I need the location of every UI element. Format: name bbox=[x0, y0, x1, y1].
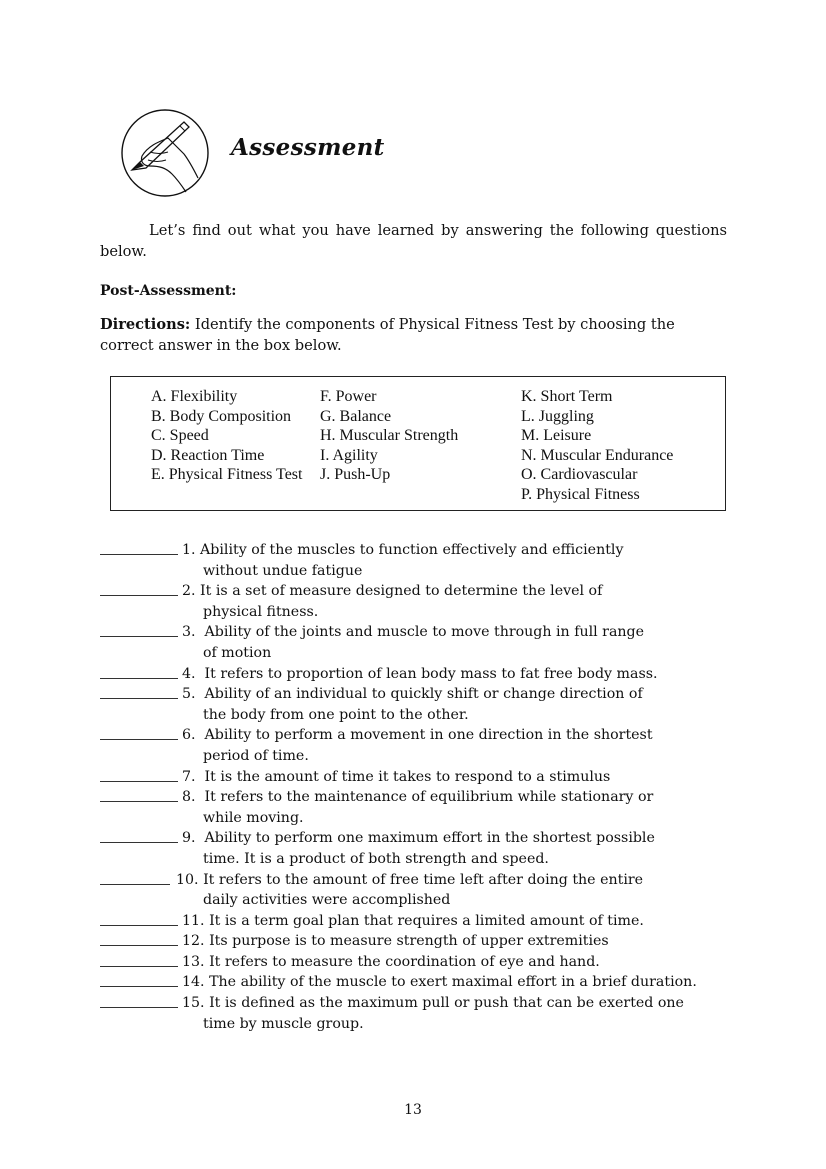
choice-item: D. Reaction Time bbox=[151, 446, 265, 464]
question-text: 8. It refers to the maintenance of equilibrium while stationary or bbox=[182, 789, 654, 806]
choice-item: B. Body Composition bbox=[151, 407, 292, 425]
choices-column-3 bbox=[521, 387, 673, 505]
section-heading: Post-Assessment: bbox=[100, 283, 237, 299]
question-text-continued: without undue fatigue bbox=[203, 562, 363, 579]
choice-item: A. Flexibility bbox=[151, 388, 238, 405]
choice-item: C. Speed bbox=[151, 427, 209, 445]
question-text: 10. It refers to the amount of free time left after doing the entire bbox=[176, 871, 644, 888]
choice-item: H. Muscular Strength bbox=[320, 427, 459, 445]
hand-writing-pencil-icon bbox=[120, 108, 210, 198]
choices-column-2 bbox=[320, 387, 458, 485]
question-item bbox=[100, 540, 697, 581]
question-text-continued: the body from one point to the other. bbox=[203, 706, 469, 723]
intro-text: Let’s find out what you have learned by answering the following questions below. bbox=[100, 222, 727, 260]
answer-blank[interactable] bbox=[100, 684, 178, 699]
answer-blank[interactable] bbox=[100, 622, 178, 637]
question-text: 6. Ability to perform a movement in one direction in the shortest bbox=[182, 727, 653, 744]
question-text-continued: while moving. bbox=[203, 809, 304, 826]
question-text: 11. It is a term goal plan that requires a limited amount of time. bbox=[182, 912, 644, 929]
directions-text: Identify the components of Physical Fitness Test by choosing the correct answer in the box below. bbox=[100, 316, 675, 354]
question-item bbox=[100, 972, 697, 993]
choice-item: O. Cardiovascular bbox=[521, 466, 638, 484]
question-item bbox=[100, 622, 697, 663]
choice-item: K. Short Term bbox=[521, 388, 613, 405]
answer-blank[interactable] bbox=[100, 870, 170, 885]
question-item bbox=[100, 787, 697, 828]
question-item bbox=[100, 664, 697, 685]
question-text-continued: physical fitness. bbox=[203, 603, 319, 620]
page-number: 13 bbox=[404, 1102, 422, 1118]
question-text: 7. It is the amount of time it takes to respond to a stimulus bbox=[182, 768, 611, 785]
question-item bbox=[100, 828, 697, 869]
page-title: Assessment bbox=[231, 134, 385, 161]
question-text: 15. It is defined as the maximum pull or push that can be exerted one bbox=[182, 995, 684, 1012]
intro-paragraph bbox=[100, 220, 727, 262]
question-text: 2. It is a set of measure designed to determine the level of bbox=[182, 583, 603, 600]
question-item bbox=[100, 870, 697, 911]
answer-blank[interactable] bbox=[100, 725, 178, 740]
directions bbox=[100, 314, 730, 356]
choice-item: F. Power bbox=[320, 388, 377, 405]
choice-item: I. Agility bbox=[320, 446, 378, 464]
answer-blank[interactable] bbox=[100, 664, 178, 679]
question-item bbox=[100, 581, 697, 622]
directions-label: Directions: bbox=[100, 316, 191, 333]
choice-item: M. Leisure bbox=[521, 427, 592, 445]
answer-blank[interactable] bbox=[100, 828, 178, 843]
question-text: 4. It refers to proportion of lean body mass to fat free body mass. bbox=[182, 665, 658, 682]
question-text: 3. Ability of the joints and muscle to move through in full range bbox=[182, 624, 645, 641]
question-item bbox=[100, 725, 697, 766]
question-text-continued: daily activities were accomplished bbox=[203, 892, 451, 909]
question-list bbox=[100, 540, 697, 1034]
question-text: 12. Its purpose is to measure strength of upper extremities bbox=[182, 933, 609, 950]
question-text: 9. Ability to perform one maximum effort in the shortest possible bbox=[182, 830, 655, 847]
answer-blank[interactable] bbox=[100, 931, 178, 946]
question-text-continued: time. It is a product of both strength and speed. bbox=[203, 850, 549, 867]
choice-item: P. Physical Fitness bbox=[521, 485, 640, 503]
question-text: 1. Ability of the muscles to function effectively and efficiently bbox=[182, 542, 624, 558]
answer-blank[interactable] bbox=[100, 787, 178, 802]
question-item bbox=[100, 911, 697, 932]
question-item bbox=[100, 952, 697, 973]
choices-box bbox=[110, 376, 726, 511]
question-item bbox=[100, 931, 697, 952]
choice-item: E. Physical Fitness Test bbox=[151, 466, 303, 484]
answer-blank[interactable] bbox=[100, 540, 178, 555]
question-text: 5. Ability of an individual to quickly shift or change direction of bbox=[182, 686, 643, 703]
answer-blank[interactable] bbox=[100, 581, 178, 596]
question-item bbox=[100, 993, 697, 1034]
question-item bbox=[100, 684, 697, 725]
question-text: 14. The ability of the muscle to exert maximal effort in a brief duration. bbox=[182, 974, 697, 991]
choices-column-1 bbox=[151, 387, 302, 485]
question-text-continued: period of time. bbox=[203, 747, 309, 764]
answer-blank[interactable] bbox=[100, 952, 178, 967]
question-text: 13. It refers to measure the coordination of eye and hand. bbox=[182, 953, 600, 970]
answer-blank[interactable] bbox=[100, 972, 178, 987]
answer-blank[interactable] bbox=[100, 767, 178, 782]
choice-item: N. Muscular Endurance bbox=[521, 446, 674, 464]
question-item bbox=[100, 767, 697, 788]
answer-blank[interactable] bbox=[100, 993, 178, 1008]
question-text-continued: time by muscle group. bbox=[203, 1015, 364, 1032]
question-text-continued: of motion bbox=[203, 644, 272, 661]
choice-item: G. Balance bbox=[320, 407, 392, 425]
choice-item: J. Push-Up bbox=[320, 466, 391, 484]
choice-item: L. Juggling bbox=[521, 407, 594, 425]
answer-blank[interactable] bbox=[100, 911, 178, 926]
